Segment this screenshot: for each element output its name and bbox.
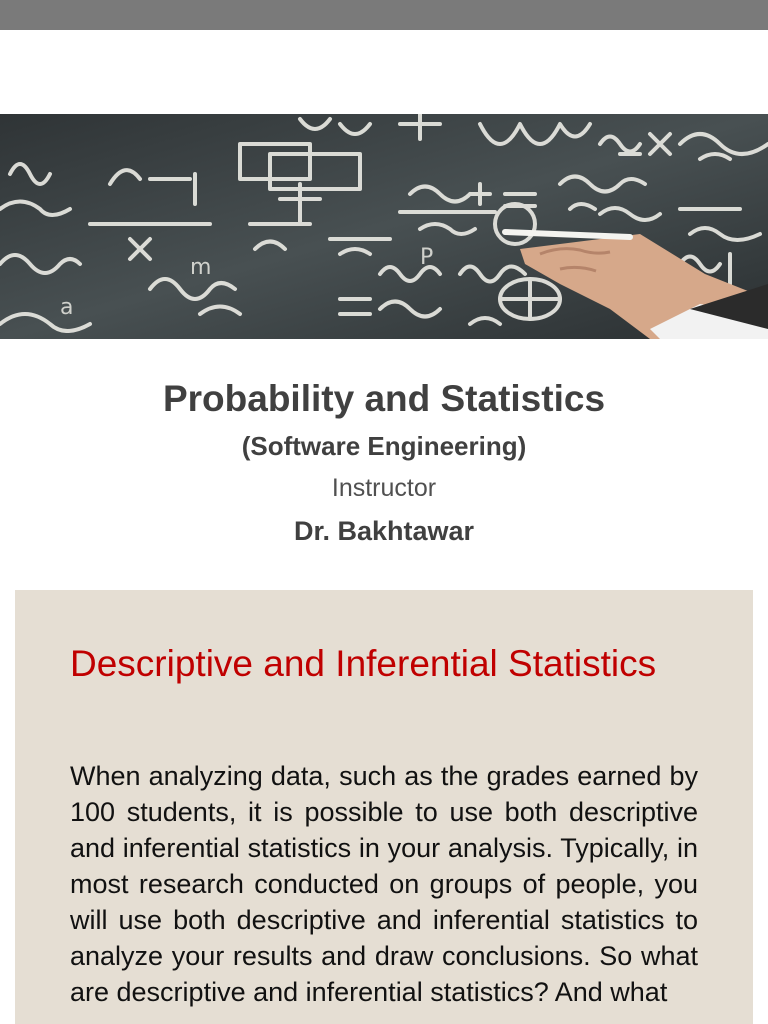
instructor-label: Instructor xyxy=(331,474,437,502)
instructor-name: Dr. Bakhtawar xyxy=(293,516,475,546)
svg-text:m: m xyxy=(190,255,212,280)
chalkboard-banner-image xyxy=(0,114,768,339)
cover-title-block xyxy=(0,374,768,554)
course-title: Probability and Statistics xyxy=(162,378,606,419)
content-panel xyxy=(15,590,753,1024)
section-title: Descriptive and Inferential Statistics xyxy=(70,643,657,684)
svg-text:a: a xyxy=(60,295,74,320)
top-bar xyxy=(0,0,768,30)
svg-text:P: P xyxy=(420,245,434,270)
section-body-text: When analyzing data, such as the grades earned by 100 students, it is possible to use both descriptive and inferential statistics in your analysis. Typically, in most research conducted on groups of people, you will use both descriptive and inferential statistics to analyze your results and draw conclusions. So what are descriptive and inferential statistics? And what xyxy=(70,761,698,1007)
course-subtitle: (Software Engineering) xyxy=(241,431,527,461)
